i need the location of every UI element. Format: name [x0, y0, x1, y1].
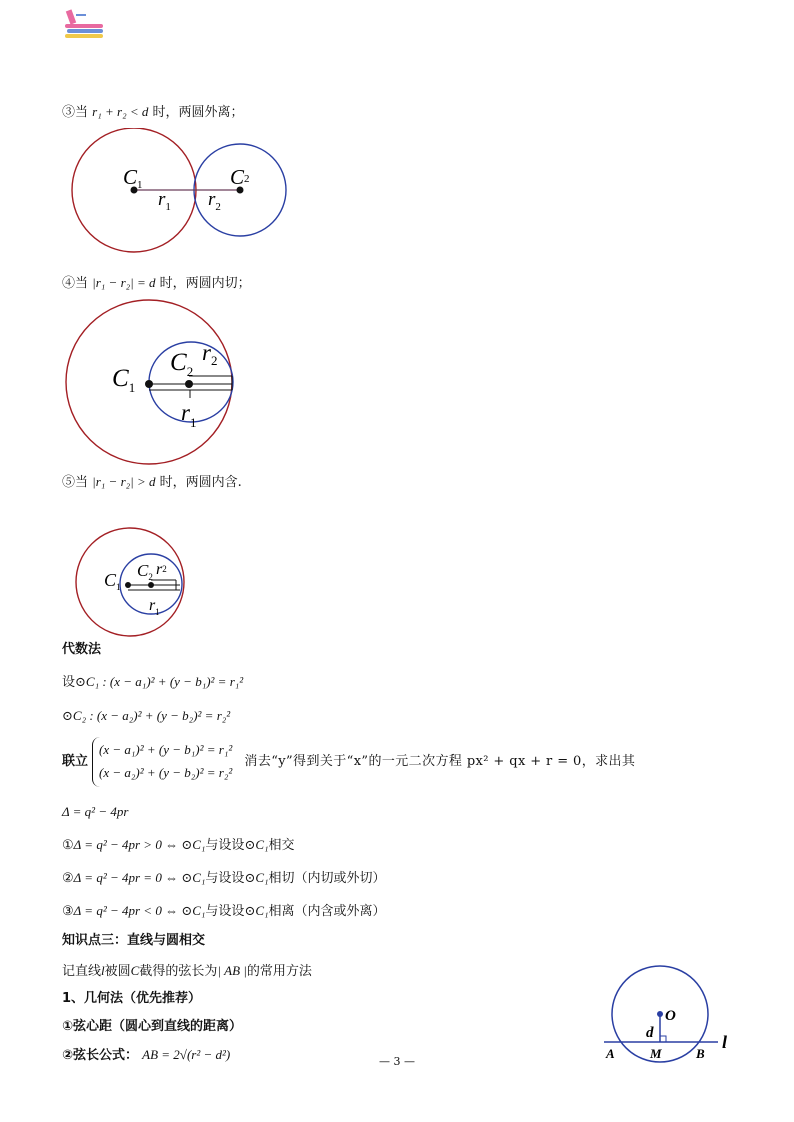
algebra-heading: 代数法 [62, 642, 102, 657]
case-mark: ③ [62, 904, 74, 919]
case-mark: ① [62, 838, 74, 853]
algebra-system [62, 737, 635, 787]
kp3-intro [62, 962, 312, 981]
label-c1: $C_1$ [112, 365, 136, 395]
lianli-label: 联立 [62, 754, 89, 769]
case-circle: ⊙C₁ [244, 903, 269, 918]
right-angle-mark [660, 1036, 666, 1042]
intro-text: 的常用方法 [246, 964, 312, 979]
case-relation: 相交 [268, 838, 295, 853]
label-r2: $r_2$ [208, 189, 221, 213]
case3-marker: ③当 [62, 105, 89, 120]
system-eq1: (x − a₁)² + (y − b₁)² = r₁² [99, 742, 233, 757]
case4-condition: |r₁ − r₂| = d [92, 275, 156, 290]
center-dot-c2 [185, 380, 193, 388]
label-c1: C1 [123, 165, 143, 191]
kp3-heading: 知识点三：直线与圆相交 [62, 933, 206, 948]
label-c1: $C_1$ [104, 570, 121, 592]
header-logo [62, 6, 108, 40]
case-expr: Δ = q² − 4pr = 0 ⇔ ⊙C₁ [73, 870, 206, 885]
center-dot-c2 [148, 582, 154, 588]
delta-formula: Δ = q² − 4pr [62, 804, 129, 819]
case-expr: Δ = q² − 4pr < 0 ⇔ ⊙C₁ [73, 903, 206, 918]
figure-circles-internally-tangent [64, 298, 244, 468]
case5-marker: ⑤当 [62, 475, 89, 490]
page-number: — 3 — [379, 1055, 415, 1068]
algebra-eq1 [62, 673, 243, 692]
case-text: 与设设 [205, 871, 245, 886]
label-r2: r2 [156, 561, 167, 578]
equation-c2: ⊙C₂ : (x − a₂)² + (y − b₂)² = r₂² [62, 708, 231, 723]
label-c2: $C_2$ [137, 561, 153, 582]
label-o: O [665, 1008, 676, 1024]
intro-c: C [130, 963, 140, 978]
case4-line [62, 274, 251, 293]
system-eq2: (x − a₂)² + (y − b₂)² = r₂² [99, 765, 233, 780]
case3-suffix: 时，两圆外离； [152, 105, 244, 120]
case-expr: Δ = q² − 4pr > 0 ⇔ ⊙C₁ [73, 837, 206, 852]
figure-circles-separate [60, 128, 300, 258]
case5-line [62, 473, 242, 492]
case-circle: ⊙C₁ [244, 837, 269, 852]
label-r2: $r_2$ [202, 340, 218, 368]
intro-text: 被圆 [104, 964, 131, 979]
case-text: 与设设 [205, 904, 245, 919]
label-c2: $C_2$ [170, 349, 194, 379]
intro-l: l [101, 963, 105, 978]
elimination-text: 消去“y”得到关于“x”的一元二次方程 px² + qx + r = 0，求出其 [244, 754, 636, 769]
algebra-case-1 [62, 836, 295, 855]
case5-condition: |r₁ − r₂| > d [92, 474, 156, 489]
chord-formula: AB = 2√(r² − d²) [142, 1047, 231, 1062]
label-r1: $r_1$ [149, 597, 160, 617]
case4-suffix: 时，两圆内切； [159, 276, 251, 291]
case5-suffix: 时，两圆内含. [159, 475, 242, 490]
intro-ab: | AB | [217, 963, 247, 978]
center-dot-c1 [145, 380, 153, 388]
algebra-eq2 [62, 707, 230, 726]
case3-line [62, 103, 244, 122]
intro-text: 记直线 [62, 964, 102, 979]
step1: ①弦心距（圆心到直线的距离） [62, 1019, 243, 1034]
figure-circles-contained [72, 526, 192, 638]
algebra-case-2 [62, 869, 386, 888]
equation-system [92, 737, 232, 787]
case-text: 与设设 [205, 838, 245, 853]
case-circle: ⊙C₁ [244, 870, 269, 885]
case-relation: 相切（内切或外切） [268, 871, 386, 886]
label-l: l [722, 1032, 728, 1052]
method1-heading: 1、几何法（优先推荐） [62, 991, 202, 1006]
label-a: A [606, 1046, 615, 1061]
algebra-case-3 [62, 902, 386, 921]
case-mark: ② [62, 871, 74, 886]
label-c2: C2 [230, 165, 250, 189]
label-m: M [650, 1046, 662, 1061]
label-b: B [696, 1046, 705, 1061]
step2-label: ②弦长公式： [62, 1048, 139, 1063]
case3-condition: r₁ + r₂ < d [92, 104, 149, 119]
intro-text: 截得的弦长为 [139, 964, 218, 979]
case-relation: 相离（内含或外离） [268, 904, 386, 919]
label-d: d [646, 1025, 654, 1041]
center-dot-o [657, 1011, 663, 1017]
equation-c1: ⊙C₁ : (x − a₁)² + (y − b₁)² = r₁² [75, 674, 244, 689]
figure-chord [600, 964, 740, 1064]
circle-c1 [76, 528, 184, 636]
label-r1: $r_1$ [181, 400, 197, 430]
center-dot-c1 [125, 582, 131, 588]
case4-marker: ④当 [62, 276, 89, 291]
set-prefix: 设 [62, 675, 76, 690]
label-r1: $r_1$ [158, 189, 171, 213]
